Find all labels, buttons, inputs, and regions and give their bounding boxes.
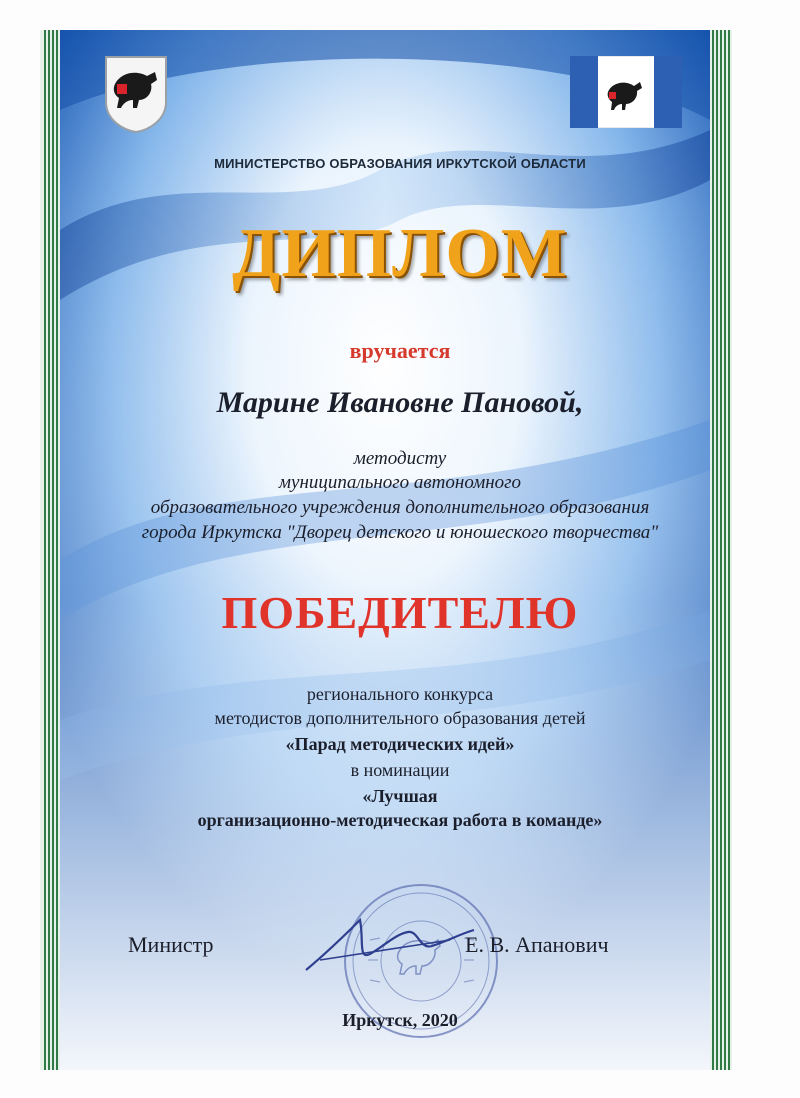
contest-name: «Парад методических идей» bbox=[285, 734, 515, 754]
award-title: ПОБЕДИТЕЛЮ bbox=[221, 587, 579, 638]
position-line: образовательного учреждения дополнительного образования bbox=[150, 497, 650, 518]
ministry-header: МИНИСТЕРСТВО ОБРАЗОВАНИЯ ИРКУТСКОЙ ОБЛАСТИ bbox=[214, 156, 586, 171]
recipient-name: Марине Ивановне Пановой, bbox=[216, 386, 584, 419]
nomination-line: организационно-методическая работа в команде» bbox=[197, 810, 603, 830]
right-border-stripes bbox=[710, 30, 732, 1070]
position-line: методисту bbox=[353, 448, 447, 469]
left-border-stripes bbox=[40, 30, 60, 1070]
contest-line: методистов дополнительного образования детей bbox=[214, 708, 586, 728]
position-line: муниципального автономного bbox=[278, 472, 522, 493]
contest-line: регионального конкурса bbox=[306, 684, 494, 704]
signature-icon bbox=[300, 910, 480, 980]
regional-flag-icon bbox=[570, 56, 682, 128]
position-line: города Иркутска "Дворец детского и юношеского творчества" bbox=[141, 522, 659, 543]
coat-of-arms-icon bbox=[103, 54, 169, 134]
place-year: Иркутск, 2020 bbox=[342, 1010, 458, 1030]
signature-title: Министр bbox=[128, 932, 214, 957]
nomination-line: «Лучшая bbox=[362, 786, 438, 806]
contest-line: в номинации bbox=[350, 760, 450, 780]
signatory-name: Е. В. Апанович bbox=[465, 932, 609, 957]
awarded-label: вручается bbox=[349, 338, 451, 363]
diploma-title: ДИПЛОМ bbox=[232, 215, 568, 292]
